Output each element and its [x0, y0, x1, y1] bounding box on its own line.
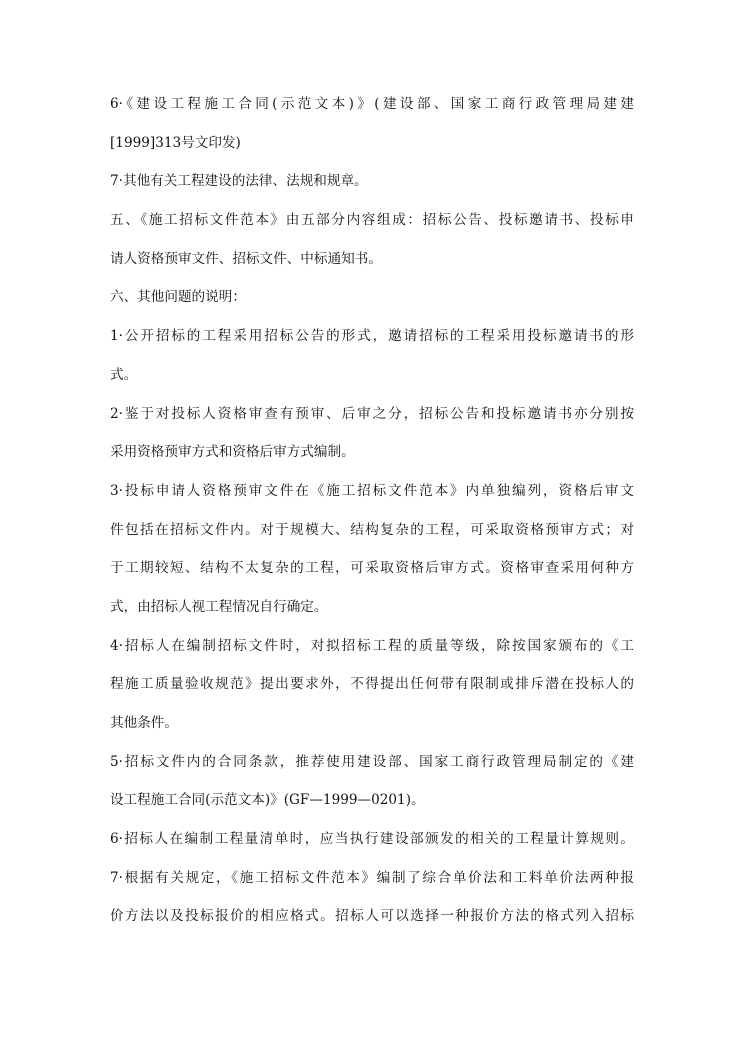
text-line: 程施工质量验收规范》提出要求外，不得提出任何带有限制或排斥潜在投标人的 — [110, 676, 634, 693]
text-line: 式，由招标人视工程情况自行确定。 — [110, 598, 328, 615]
text-line: 六、其他问题的说明： — [110, 289, 246, 306]
text-line: 采用资格预审方式和资格后审方式编制。 — [110, 444, 355, 461]
text-line: 7·根据有关规定，《施工招标文件范本》编制了综合单价法和工料单价法两种报 — [110, 869, 634, 886]
text-line: 请人资格预审文件、招标文件、中标通知书。 — [110, 250, 382, 267]
text-line: 3·投标申请人资格预审文件在《施工招标文件范本》内单独编列，资格后审文 — [110, 482, 634, 499]
text-line: 式。 — [110, 366, 138, 383]
text-line: 价方法以及投标报价的相应格式。招标人可以选择一种报价方法的格式列入招标 — [110, 908, 634, 925]
text-line: 1·公开招标的工程采用招标公告的形式，邀请招标的工程采用投标邀请书的形 — [110, 328, 634, 345]
text-line: 其他条件。 — [110, 715, 178, 731]
text-line: 6·招标人在编制工程量清单时，应当执行建设部颁发的相关的工程量计算规则。 — [110, 831, 634, 848]
text-line: 6·《建设工程施工合同(示范文本)》(建设部、国家工商行政管理局建建 — [110, 96, 634, 112]
text-line: 7·其他有关工程建设的法律、法规和规章。 — [110, 173, 368, 190]
text-line: 2·鉴于对投标人资格审查有预审、后审之分，招标公告和投标邀请书亦分别按 — [110, 405, 634, 422]
text-line: 件包括在招标文件内。对于规模大、结构复杂的工程，可采取资格预审方式；对 — [110, 521, 634, 538]
text-line: 五、《施工招标文件范本》由五部分内容组成：招标公告、投标邀请书、投标申 — [110, 212, 634, 229]
text-line: [1999]313号文印发) — [110, 134, 241, 151]
document-page — [110, 92, 634, 943]
text-line: 设工程施工合同(示范文本)》(GF—1999—0201)。 — [110, 792, 425, 809]
text-line: 4·招标人在编制招标文件时，对拟招标工程的质量等级，除按国家颁布的《工 — [110, 637, 634, 654]
text-line: 于工期较短、结构不太复杂的工程，可采取资格后审方式。资格审查采用何种方 — [110, 560, 634, 577]
text-line: 5·招标文件内的合同条款，推荐使用建设部、国家工商行政管理局制定的《建 — [110, 753, 634, 770]
